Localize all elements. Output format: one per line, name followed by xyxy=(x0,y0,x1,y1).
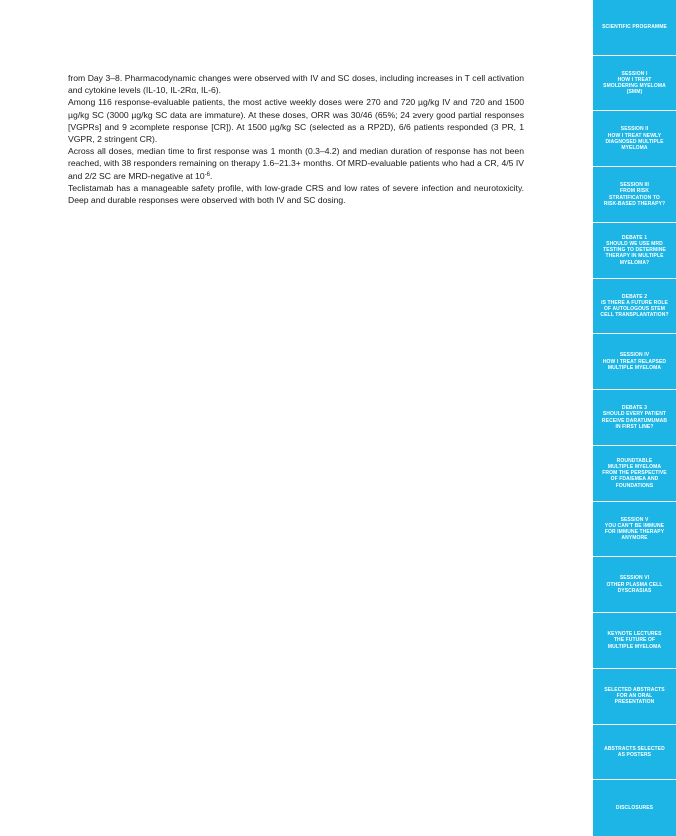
mrd-threshold-exponent: -6 xyxy=(204,171,210,178)
abstract-body-text xyxy=(68,72,524,206)
nav-label: DEBATE 2 IS THERE A FUTURE ROLE OF AUTOLOGOUS STEM CELL TRANSPLANTATION? xyxy=(600,293,669,319)
paragraph-safety-conclusion: Teclistamab has a manageable safety profile, with low-grade CRS and low rates of severe infection and neurotoxicity. Deep and durable responses were observed with both IV and SC dosing. xyxy=(68,182,524,206)
nav-debate-3[interactable] xyxy=(593,390,676,446)
nav-debate-1[interactable] xyxy=(593,223,676,279)
nav-abstracts-posters[interactable] xyxy=(593,725,676,781)
paragraph-pharmacodynamics: from Day 3–8. Pharmacodynamic changes were observed with IV and SC doses, including increases in T cell activation and cytokine levels (IL-10, IL-2Rα, IL-6). xyxy=(68,73,524,96)
nav-debate-2[interactable] xyxy=(593,279,676,335)
programme-sidebar xyxy=(593,0,676,836)
nav-keynote-lectures[interactable] xyxy=(593,613,676,669)
nav-label: SESSION IV HOW I TREAT RELAPSED MULTIPLE MYELOMA xyxy=(602,352,667,371)
nav-session-5[interactable] xyxy=(593,502,676,558)
nav-label: DEBATE 1 SHOULD WE USE MRD TESTING TO DETERMINE THERAPY IN MULTIPLE MYELOMA? xyxy=(603,234,666,266)
nav-label: DISCLOSURES xyxy=(615,805,654,812)
nav-selected-abstracts-oral[interactable] xyxy=(593,669,676,725)
nav-session-4[interactable] xyxy=(593,334,676,390)
paragraph-response-rates: Among 116 response-evaluable patients, the most active weekly doses were 270 and 720 µg/kg IV and 720 and 1500 µg/kg SC (3000 µg/kg SC data are immature). At these doses, ORR was 30/46 (65%; 24 ≥very good partial responses [VGPRs] and 9 ≥complete response [CR]). At 1500 µg/kg SC (selected as a RP2D), 6/6 patients responded (3 PR, 1 VGPR, 2 stringent CR). xyxy=(68,97,524,145)
nav-label: SCIENTIFIC PROGRAMME xyxy=(602,24,667,31)
nav-disclosures[interactable] xyxy=(593,780,676,836)
paragraph-response-duration-end: . xyxy=(209,170,213,181)
nav-label: SESSION VI OTHER PLASMA CELL DYSCRASIAS xyxy=(606,575,663,594)
nav-label: ROUNDTABLE MULTIPLE MYELOMA FROM THE PERSPECTIVE OF FDA/EMEA AND FOUNDATIONS xyxy=(602,457,667,489)
nav-label: SESSION III FROM RISK STRATIFICATION TO RISK-BASED THERAPY? xyxy=(603,182,666,207)
nav-label: SELECTED ABSTRACTS FOR AN ORAL PRESENTATION xyxy=(604,686,665,706)
nav-label: DEBATE 3 SHOULD EVERY PATIENT RECEIVE DARATUMUMAB IN FIRST LINE? xyxy=(601,405,668,430)
nav-session-1[interactable] xyxy=(593,56,676,112)
nav-session-2[interactable] xyxy=(593,111,676,167)
paragraph-response-duration xyxy=(68,145,524,182)
nav-label: SESSION V YOU CAN'T BE IMMUNE FOR IMMUNE THERAPY ANYMORE xyxy=(604,516,665,542)
nav-session-6[interactable] xyxy=(593,557,676,613)
nav-roundtable[interactable] xyxy=(593,446,676,502)
nav-session-3[interactable] xyxy=(593,167,676,223)
nav-label: KEYNOTE LECTURES THE FUTURE OF MULTIPLE MYELOMA xyxy=(607,631,662,650)
nav-label: ABSTRACTS SELECTED AS POSTERS xyxy=(604,745,665,758)
nav-label: SESSION II HOW I TREAT NEWLY DIAGNOSED MULTIPLE MYELOMA xyxy=(605,126,664,152)
nav-scientific-programme[interactable] xyxy=(593,0,676,56)
nav-label: SESSION I HOW I TREAT SMOLDERING MYELOMA (SMM) xyxy=(603,70,666,96)
paragraph-response-duration-text: Across all doses, median time to first response was 1 month (0.3–4.2) and median duration of response has not been reached, with 38 responders remaining on therapy 1.6–21.3+ months. Of MRD-evaluable patients who had a CR, 4/5 IV and 2/2 SC are MRD-negative at 10 xyxy=(68,146,524,181)
